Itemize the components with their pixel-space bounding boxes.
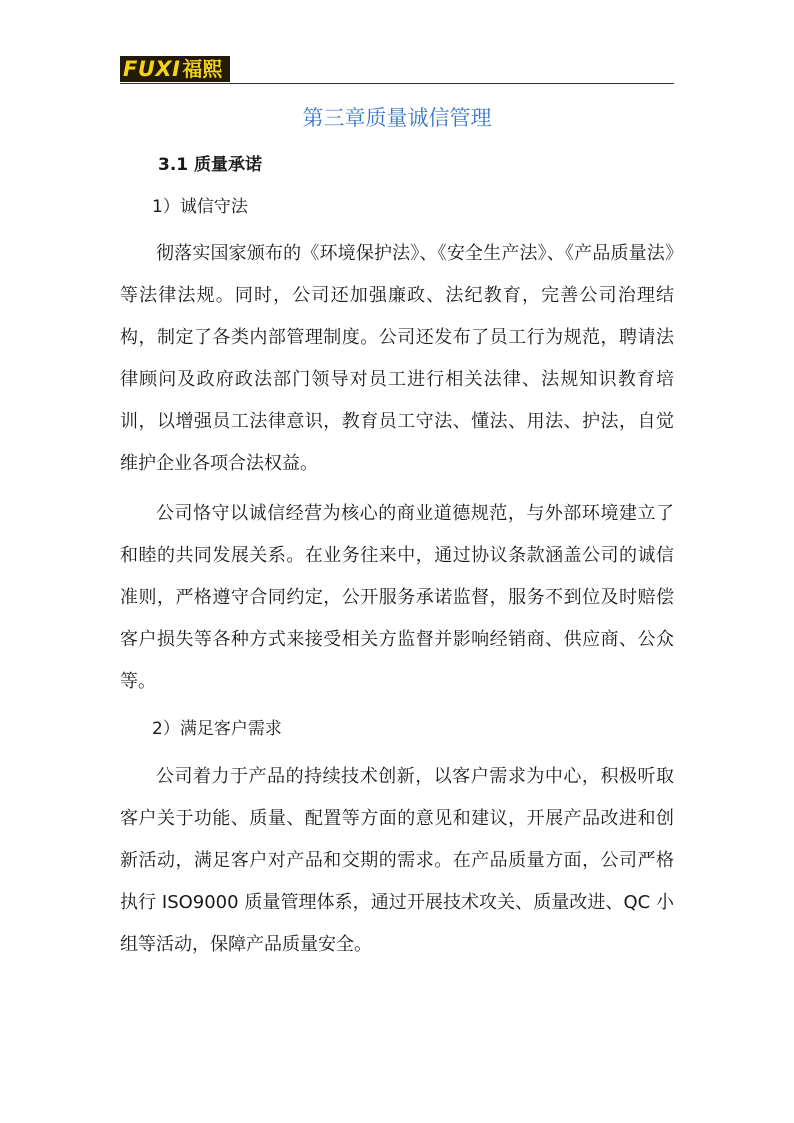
fuxi-logo bbox=[120, 56, 230, 82]
header-rule bbox=[120, 83, 674, 84]
subsection-heading-2: 2）满足客户需求 bbox=[152, 719, 282, 739]
paragraph-2: 公司恪守以诚信经营为核心的商业道德规范，与外部环境建立了和睦的共同发展关系。在业务往来中，通过协议条款涵盖公司的诚信准则，严格遵守合同约定，公开服务承诺监督，服务不到位及时赔偿客户损失等各种方式来接受相关方监督并影响经销商、供应商、公众等。 bbox=[120, 503, 674, 692]
logo-text-cn: 福熙 bbox=[182, 57, 223, 81]
section-heading: 3.1 质量承诺 bbox=[158, 155, 263, 175]
paragraph-1: 彻落实国家颁布的《环境保护法》、《安全生产法》、《产品质量法》等法律法规。同时，公司还加强廉政、法纪教育，完善公司治理结构，制定了各类内部管理制度。公司还发布了员工行为规范，聘请法律顾问及政府政法部门领导对员工进行相关法律、法规知识教育培训，以增强员工法律意识，教育员工守法、懂法、用法、护法，自觉维护企业各项合法权益。 bbox=[120, 243, 674, 474]
chapter-title: 第三章质量诚信管理 bbox=[302, 106, 492, 130]
subsection-heading-1: 1）诚信守法 bbox=[152, 197, 248, 217]
paragraph-3: 公司着力于产品的持续技术创新，以客户需求为中心，积极听取客户关于功能、质量、配置等方面的意见和建议，开展产品改进和创新活动，满足客户对产品和交期的需求。在产品质量方面，公司严格执行 ISO9000 质量管理体系，通过开展技术攻关、质量改进、QC 小组等活动，保障产品质量安全。 bbox=[120, 766, 674, 955]
logo-text-en: FUXI bbox=[123, 57, 181, 81]
